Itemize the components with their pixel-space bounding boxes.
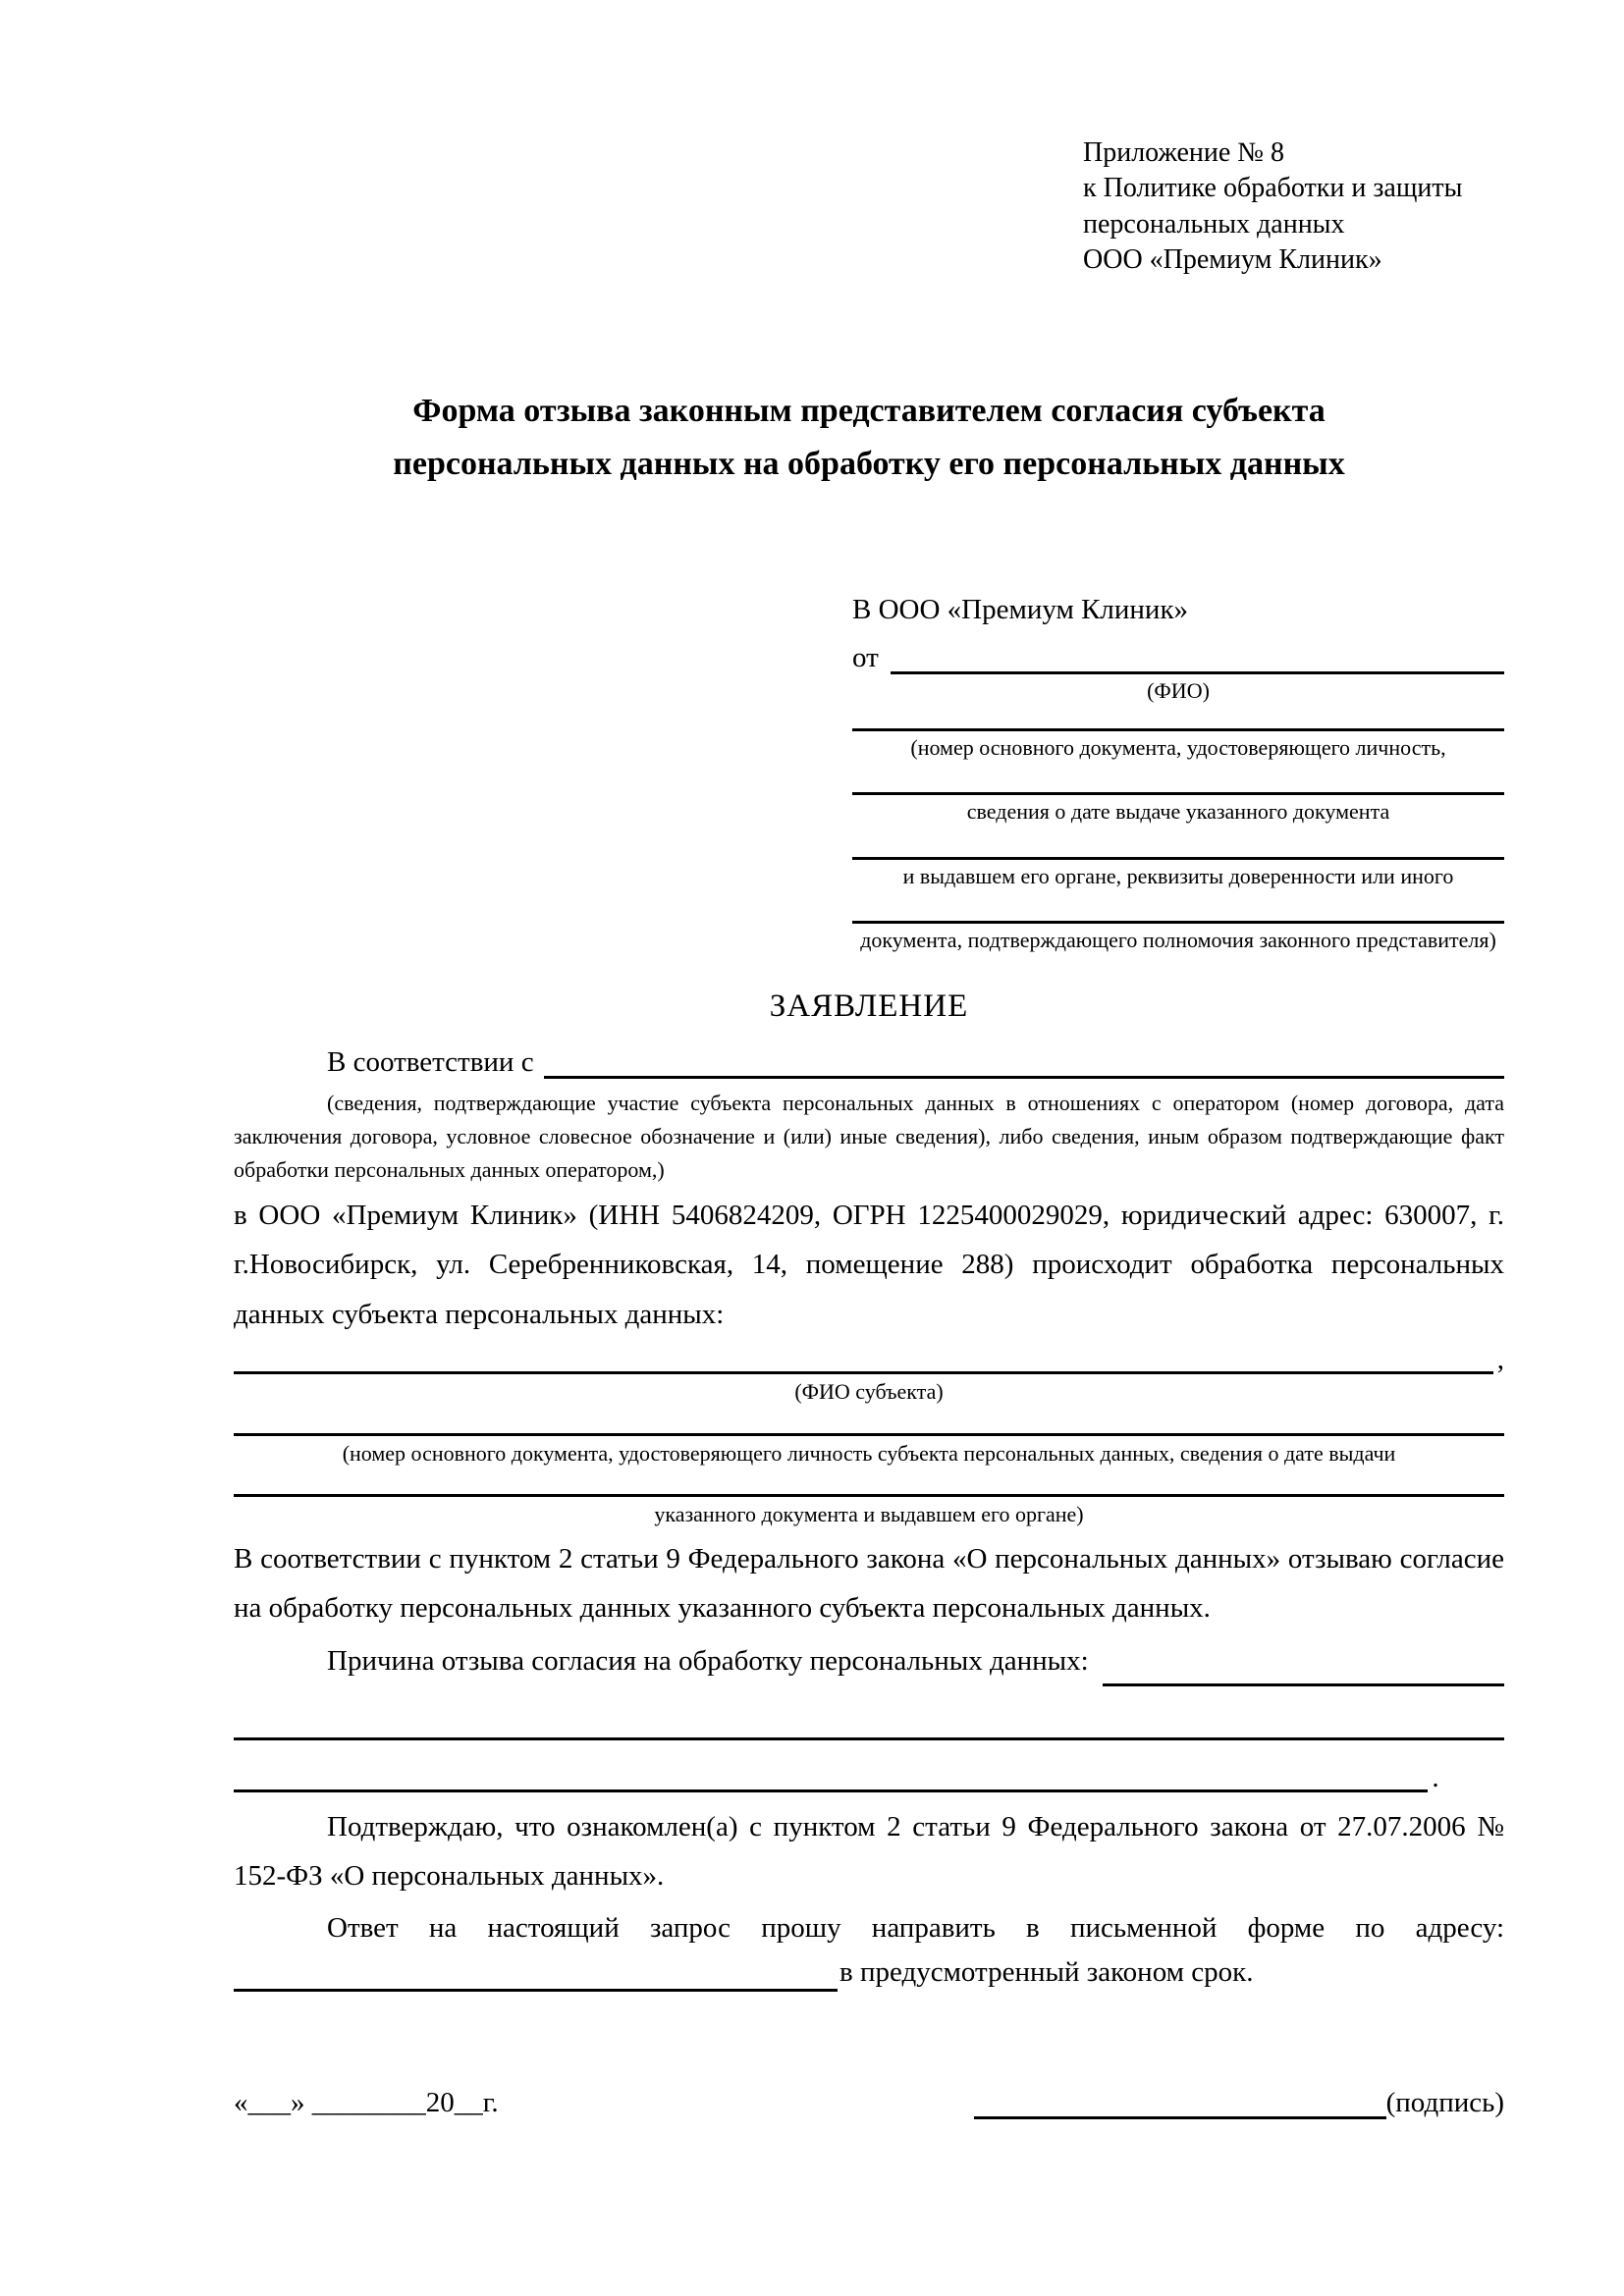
doc-caption-1: (номер основного документа, удостоверяющего личность субъекта персональных данных, сведения о дате выдачи bbox=[342, 1440, 1396, 1466]
addressee-from-row bbox=[852, 637, 1504, 674]
appendix-block bbox=[1083, 135, 1504, 279]
trailing-period: . bbox=[1432, 1761, 1439, 1793]
representative-authority-field-line[interactable] bbox=[852, 915, 1504, 924]
subject-fio-row bbox=[234, 1339, 1504, 1374]
accordance-field-line[interactable] bbox=[544, 1041, 1504, 1079]
fio-caption: (ФИО) bbox=[1147, 678, 1210, 704]
addressee-block bbox=[852, 591, 1504, 953]
line-caption: (номер основного документа, удостоверяющего личность, bbox=[910, 734, 1446, 760]
appendix-line: персональных данных bbox=[1083, 208, 1345, 240]
reason-extra-row-2 bbox=[234, 1761, 1504, 1793]
subject-fio-field-line[interactable] bbox=[234, 1339, 1493, 1374]
subject-doc-field-line-2[interactable] bbox=[234, 1488, 1504, 1497]
accordance-prefix: В соответствии с bbox=[327, 1045, 534, 1078]
fio-subject-caption: (ФИО субъекта) bbox=[794, 1379, 944, 1405]
signature-group bbox=[974, 2086, 1504, 2119]
operator-paragraph: в ООО «Премиум Клиник» (ИНН 5406824209, ОГРН 1225400029029, юридический адрес: 630007, г. г.Новосибирск, ул. Серебренниковская, 14, помещение 288) происходит обработка персональных данных субъекта персональных данных: bbox=[234, 1199, 1504, 1330]
line-caption: сведения о дате выдаче указанного документа bbox=[966, 799, 1390, 825]
line-caption: и выдавшем его органе, реквизиты доверенности или иного bbox=[902, 863, 1454, 888]
doc-caption-2: указанного документа и выдавшем его органе) bbox=[654, 1502, 1084, 1527]
date-blank[interactable]: «___» ________20__г. bbox=[234, 2086, 499, 2118]
confirmation-paragraph: Подтверждаю, что ознакомлен(а) с пунктом 2 статьи 9 Федерального закона от 27.07.2006 № 152-ФЗ «О персональных данных». bbox=[234, 1810, 1504, 1893]
reply-address-field-line[interactable] bbox=[234, 1956, 838, 1992]
date-signature-row bbox=[234, 2086, 1504, 2119]
appendix-line: ООО «Премиум Клиник» bbox=[1083, 244, 1382, 276]
small-print-note: (сведения, подтверждающие участие субъекта персональных данных в отношениях с оператором (номер договора, дата заключения договора, условное словесное обозначение и (или) иные сведения), либо сведения, иным образом подтверждающие факт обработки персональных данных оператором,) bbox=[234, 1090, 1504, 1182]
reply-paragraph: Ответ на настоящий запрос прошу направить в письменной форме по адресу: bbox=[327, 1911, 1504, 1944]
signature-caption: (подпись) bbox=[1385, 2086, 1504, 2118]
document-number-field-line[interactable] bbox=[852, 722, 1504, 731]
reason-extra-field-line-2[interactable] bbox=[234, 1784, 1428, 1792]
line-caption: документа, подтверждающего полномочия законного представителя) bbox=[860, 928, 1496, 953]
statement-heading: ЗАЯВЛЕНИЕ bbox=[769, 988, 969, 1025]
reply-suffix: в предусмотренный законом срок. bbox=[839, 1956, 1254, 1989]
from-label: от bbox=[852, 642, 879, 674]
reply-address-row bbox=[234, 1954, 1504, 1992]
document-title-line: персональных данных на обработку его персональных данных bbox=[393, 445, 1345, 482]
reason-extra-field-line-1[interactable] bbox=[234, 1732, 1504, 1740]
trailing-comma: , bbox=[1496, 1344, 1504, 1376]
signature-field-line[interactable] bbox=[974, 2086, 1386, 2119]
reason-row bbox=[234, 1636, 1504, 1685]
from-fio-field-line[interactable] bbox=[891, 637, 1504, 674]
issue-date-field-line[interactable] bbox=[852, 786, 1504, 795]
document-title-line: Форма отзыва законным представителем согласия субъекта bbox=[412, 392, 1326, 429]
appendix-line: к Политике обработки и защиты bbox=[1083, 173, 1463, 204]
reason-prefix: Причина отзыва согласия на обработку персональных данных: bbox=[327, 1645, 1089, 1678]
accordance-row bbox=[234, 1041, 1504, 1079]
appendix-line: Приложение № 8 bbox=[1083, 137, 1284, 168]
withdrawal-paragraph: В соответствии с пунктом 2 статьи 9 Федерального закона «О персональных данных» отзываю согласие на обработку персональных данных указанного субъекта персональных данных. bbox=[234, 1542, 1504, 1624]
subject-doc-field-line-1[interactable] bbox=[234, 1427, 1504, 1436]
issuing-authority-field-line[interactable] bbox=[852, 851, 1504, 860]
addressee-to: В ООО «Премиум Клиник» bbox=[852, 594, 1189, 626]
reason-field-line[interactable] bbox=[1103, 1649, 1504, 1686]
document-title bbox=[234, 385, 1504, 492]
